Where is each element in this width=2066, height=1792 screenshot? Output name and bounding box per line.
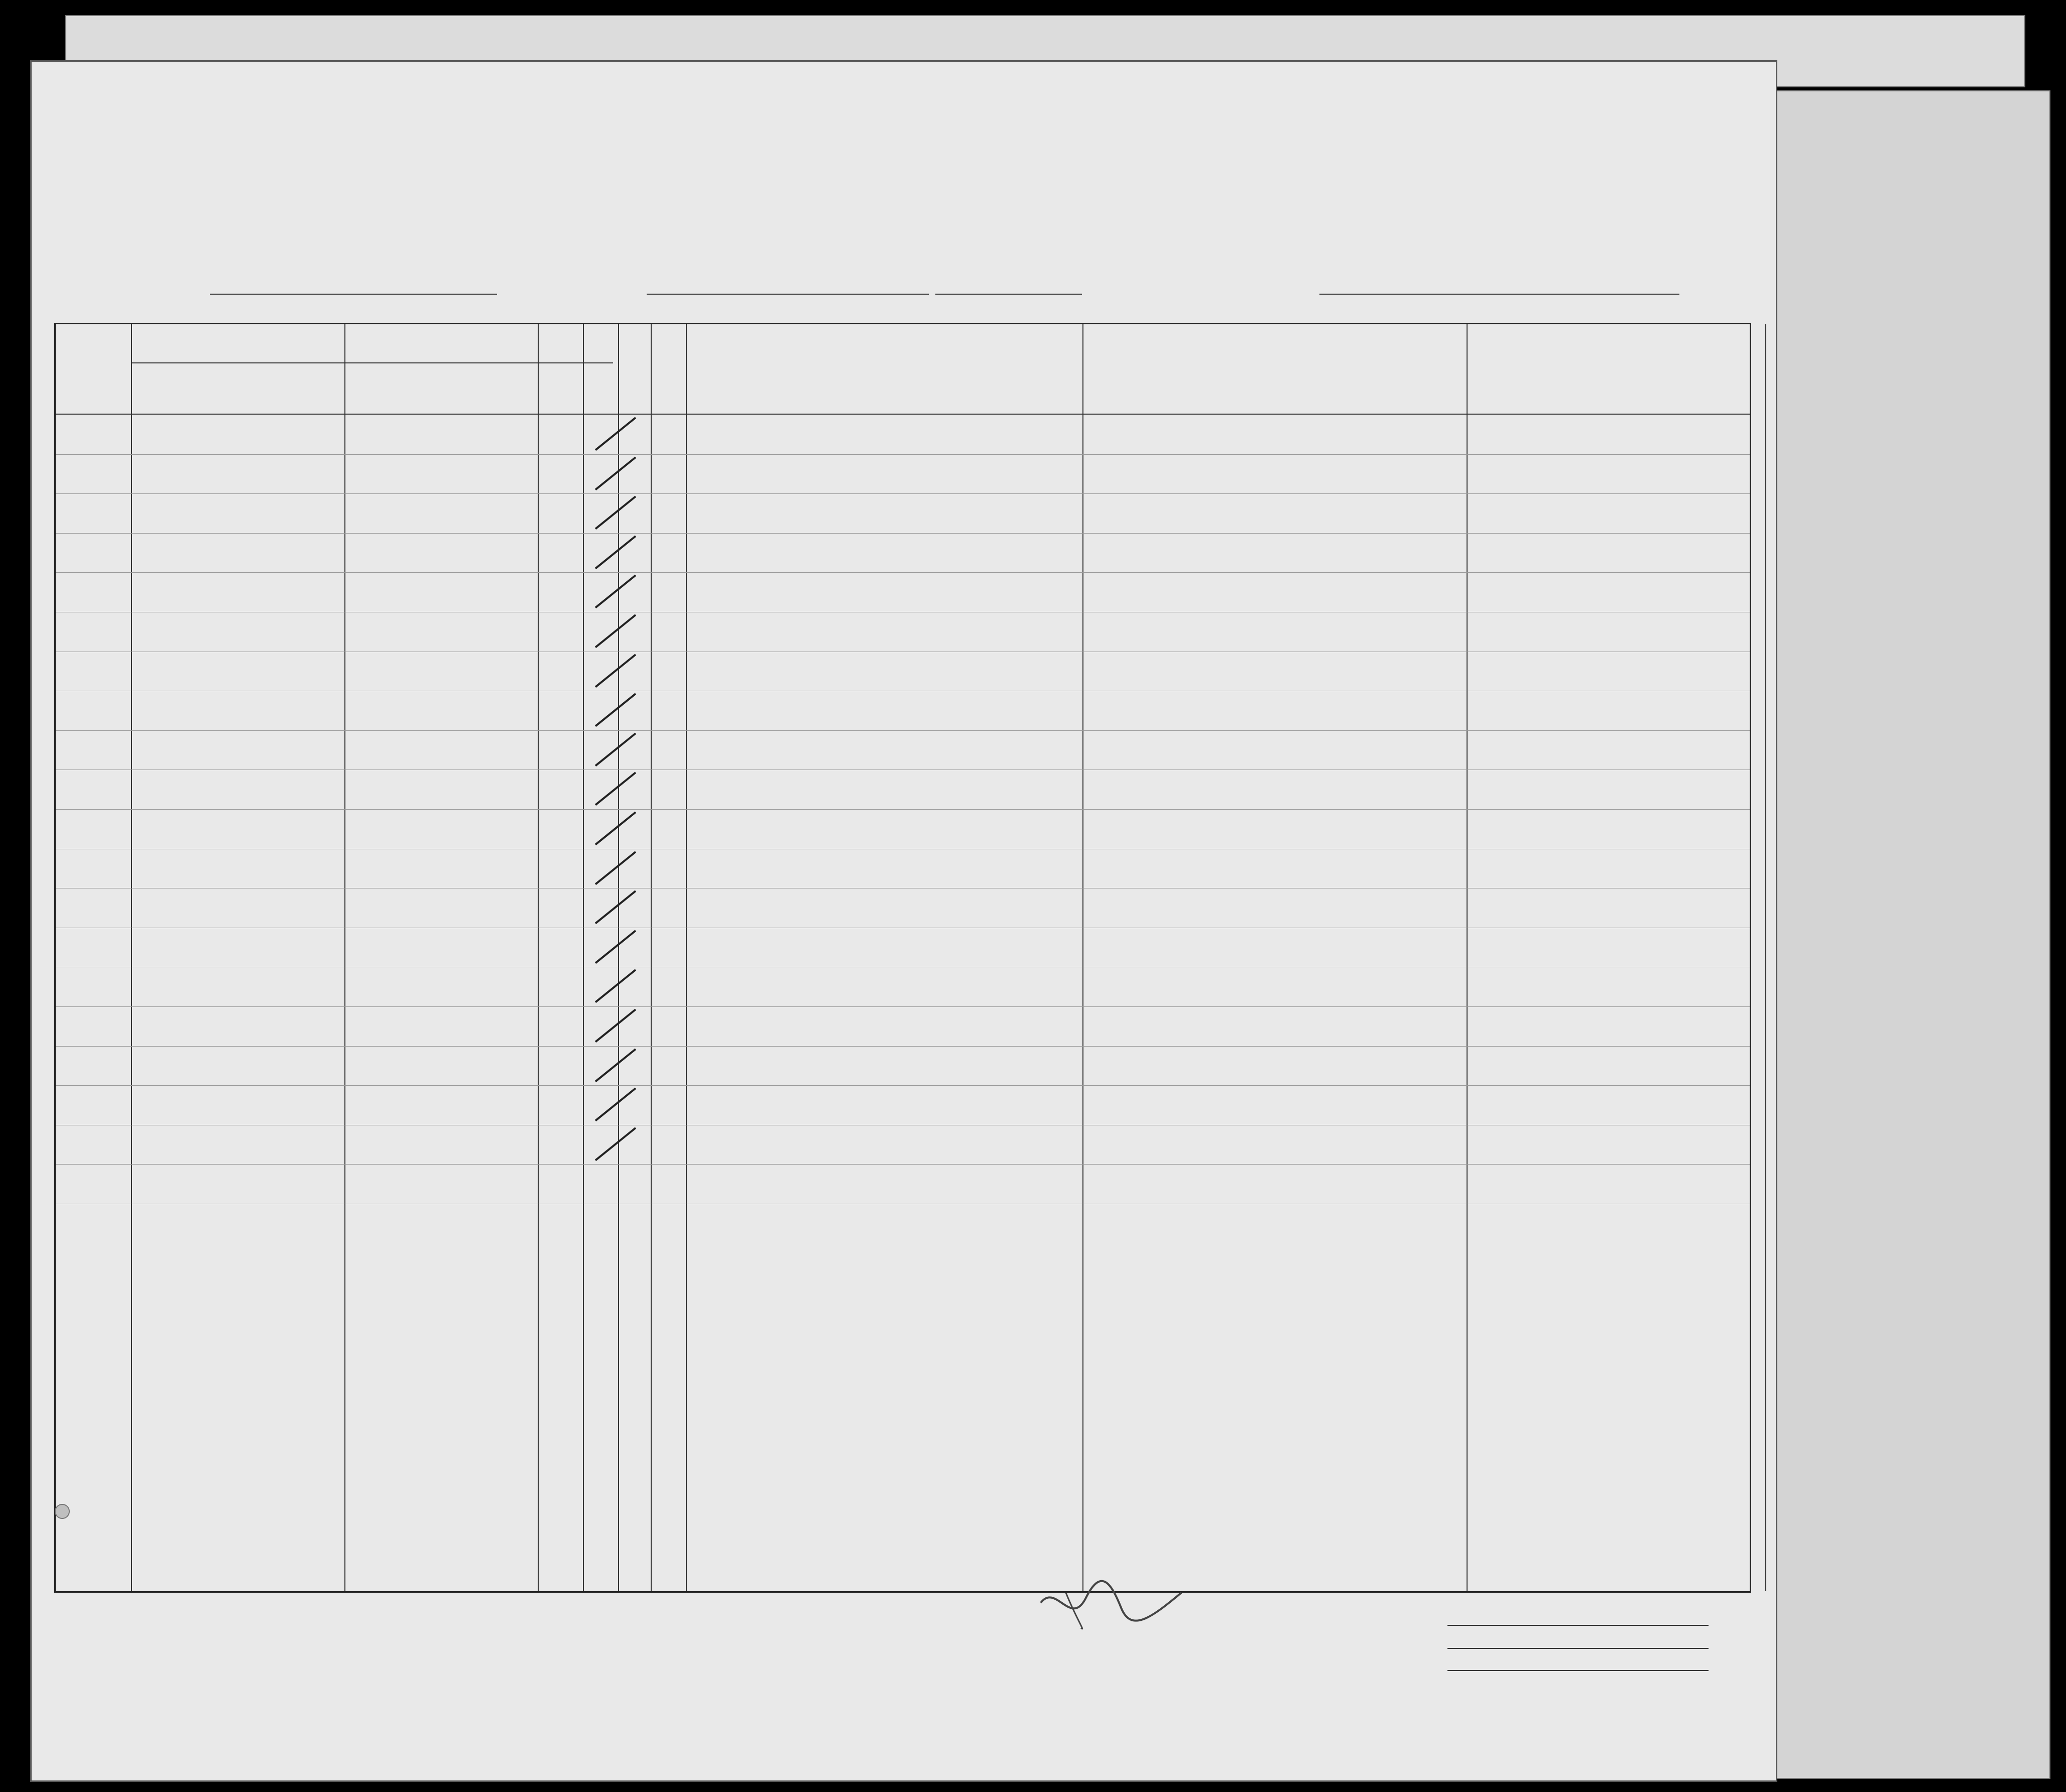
check-stroke-icon (588, 1125, 648, 1165)
header-sub-line (131, 362, 613, 363)
table-row (56, 1006, 1750, 1046)
check-stroke-icon (588, 888, 648, 928)
table-row (56, 888, 1750, 928)
check-stroke-icon (588, 691, 648, 730)
footer-line-row (1317, 1623, 1769, 1646)
sailing-from (647, 294, 929, 295)
table-row (56, 533, 1750, 573)
table-row (56, 652, 1750, 691)
check-stroke-icon (588, 415, 648, 454)
check-stroke-icon (588, 730, 648, 770)
check-stroke-icon (588, 533, 648, 573)
paper-edge-right (1757, 90, 2050, 1779)
footer-owners-row (1317, 1646, 1769, 1668)
punch-hole (55, 1504, 70, 1519)
owners-value (1447, 1648, 1709, 1649)
agents-value (1447, 1670, 1709, 1671)
footer-line-block (1317, 1623, 1769, 1690)
check-stroke-icon (588, 770, 648, 809)
check-stroke-icon (588, 493, 648, 533)
footer-agents-row (1317, 1668, 1769, 1690)
arrive-date (1523, 294, 1679, 295)
ship-name (210, 294, 497, 295)
table-row (56, 493, 1750, 533)
check-stroke-icon (588, 1046, 648, 1086)
table-row (56, 415, 1750, 454)
table-row (56, 770, 1750, 809)
check-stroke-icon (588, 967, 648, 1006)
table-row (56, 849, 1750, 888)
table-row (56, 454, 1750, 494)
signature-scrawl-icon (1036, 1573, 1186, 1633)
passenger-table (54, 323, 1751, 1593)
table-row (56, 967, 1750, 1006)
table-row (56, 928, 1750, 967)
table-row (56, 612, 1750, 652)
table-row (56, 572, 1750, 612)
manifest-page (30, 60, 1777, 1782)
table-row (56, 1125, 1750, 1165)
col-divider (1765, 324, 1766, 1591)
table-row (56, 730, 1750, 770)
check-stroke-icon (588, 1085, 648, 1125)
check-stroke-icon (588, 612, 648, 652)
inspector-signature (1036, 1573, 1186, 1633)
line-value (1447, 1625, 1709, 1626)
check-stroke-icon (588, 928, 648, 967)
check-stroke-icon (588, 1006, 648, 1046)
check-stroke-icon (588, 849, 648, 888)
check-stroke-icon (588, 454, 648, 494)
arrival-port (1319, 294, 1526, 295)
depart-date (935, 294, 1082, 295)
table-row (56, 691, 1750, 730)
check-stroke-icon (588, 809, 648, 849)
check-stroke-icon (588, 652, 648, 691)
check-stroke-icon (588, 572, 648, 612)
table-row (56, 1085, 1750, 1125)
list-number-block (1518, 137, 1749, 197)
table-row (56, 1046, 1750, 1086)
table-row (56, 809, 1750, 849)
row-divider (56, 1164, 1750, 1165)
